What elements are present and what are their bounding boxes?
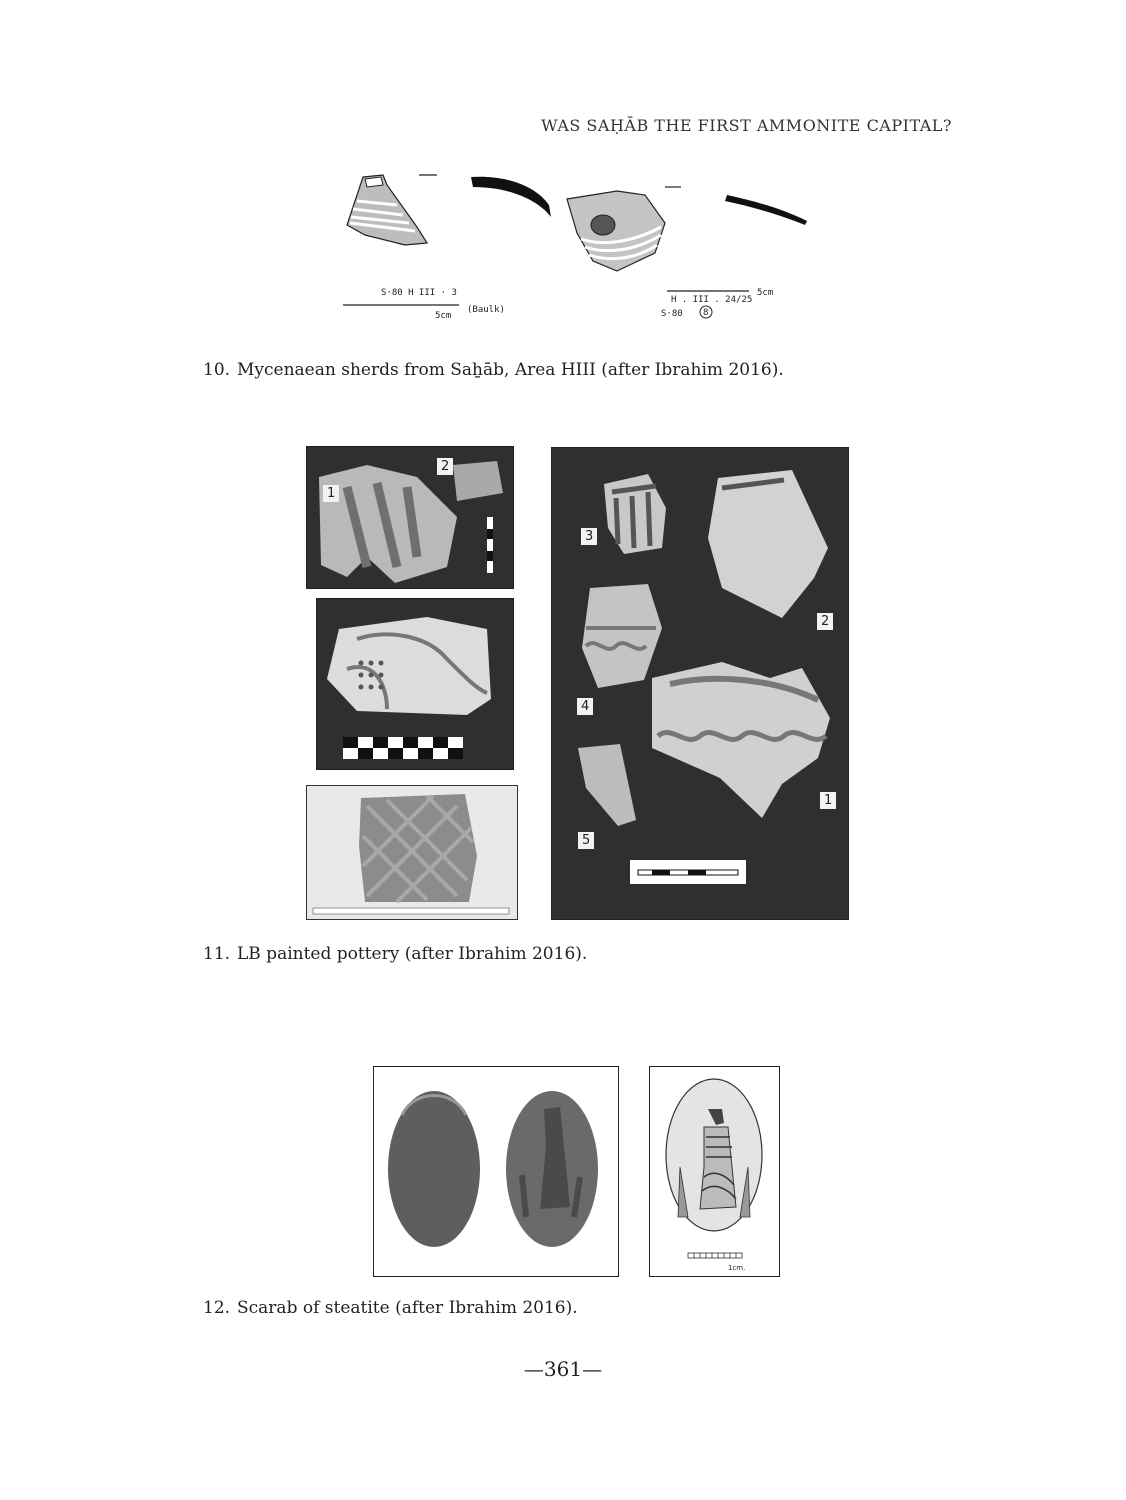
right-sherd-label: H . III . 24/25 [671,295,753,305]
figure-10-caption [203,360,784,380]
sherd-drawing-2 [567,191,665,271]
sherds-1-2-image [307,447,513,588]
figure-12-caption-text: Scarab of steatite (after Ibrahim 2016). [237,1298,578,1318]
left-baulk-note: (Baulk) [467,305,505,315]
lb-pottery-photo-2 [316,598,514,770]
sherd-label-2-right: 2 [817,613,833,630]
sherd-label-4: 4 [577,698,593,715]
figure-12-number: 12. [203,1298,231,1318]
mycenaean-sherd-drawings [335,165,815,330]
right-scale-label: 5cm [757,288,774,298]
figure-10-drawing [335,165,815,330]
figure-11-caption [203,944,587,964]
left-sherd-label: S·80 H III · 3 [381,288,457,298]
sherd-profile-1 [471,177,551,217]
figure-10-caption-text: Mycenaean sherds from Saẖāb, Area HIII (after Ibrahim 2016). [237,360,784,380]
scarab-scale-label: 1cm. [728,1264,746,1272]
scarab-photo-image [374,1067,618,1276]
page-number: —361— [523,1357,603,1381]
scarab-photo [373,1066,619,1277]
sherd-label-3: 3 [581,528,597,545]
sherds-1-5-image [552,448,848,919]
figure-11-number: 11. [203,944,231,964]
scarab-drawing-image [650,1067,779,1276]
lb-pottery-photo-3 [306,785,518,920]
scarab-drawing [649,1066,780,1277]
sherd-profile-2 [725,195,807,225]
sherd-label-2: 2 [437,458,453,475]
sherd-label-1-right: 1 [820,792,836,809]
right-circled-number: 8 [703,308,709,318]
figure-12-caption [203,1298,578,1318]
figure-10-number: 10. [203,360,231,380]
sherd-drawing-1 [347,175,427,245]
sherd-label-5: 5 [578,832,594,849]
right-site-label: S·80 [661,309,683,319]
incised-sherd-image [307,786,517,919]
sherd-label-1: 1 [323,485,339,502]
painted-sherd-image [317,599,513,769]
left-scale-label: 5cm [435,311,452,321]
lb-pottery-photo-4 [551,447,849,920]
figure-11-caption-text: LB painted pottery (after Ibrahim 2016). [237,944,588,964]
running-title: WAS SAḤĀB THE FIRST AMMONITE CAPITAL? [541,116,952,135]
lb-pottery-photo-1 [306,446,514,589]
